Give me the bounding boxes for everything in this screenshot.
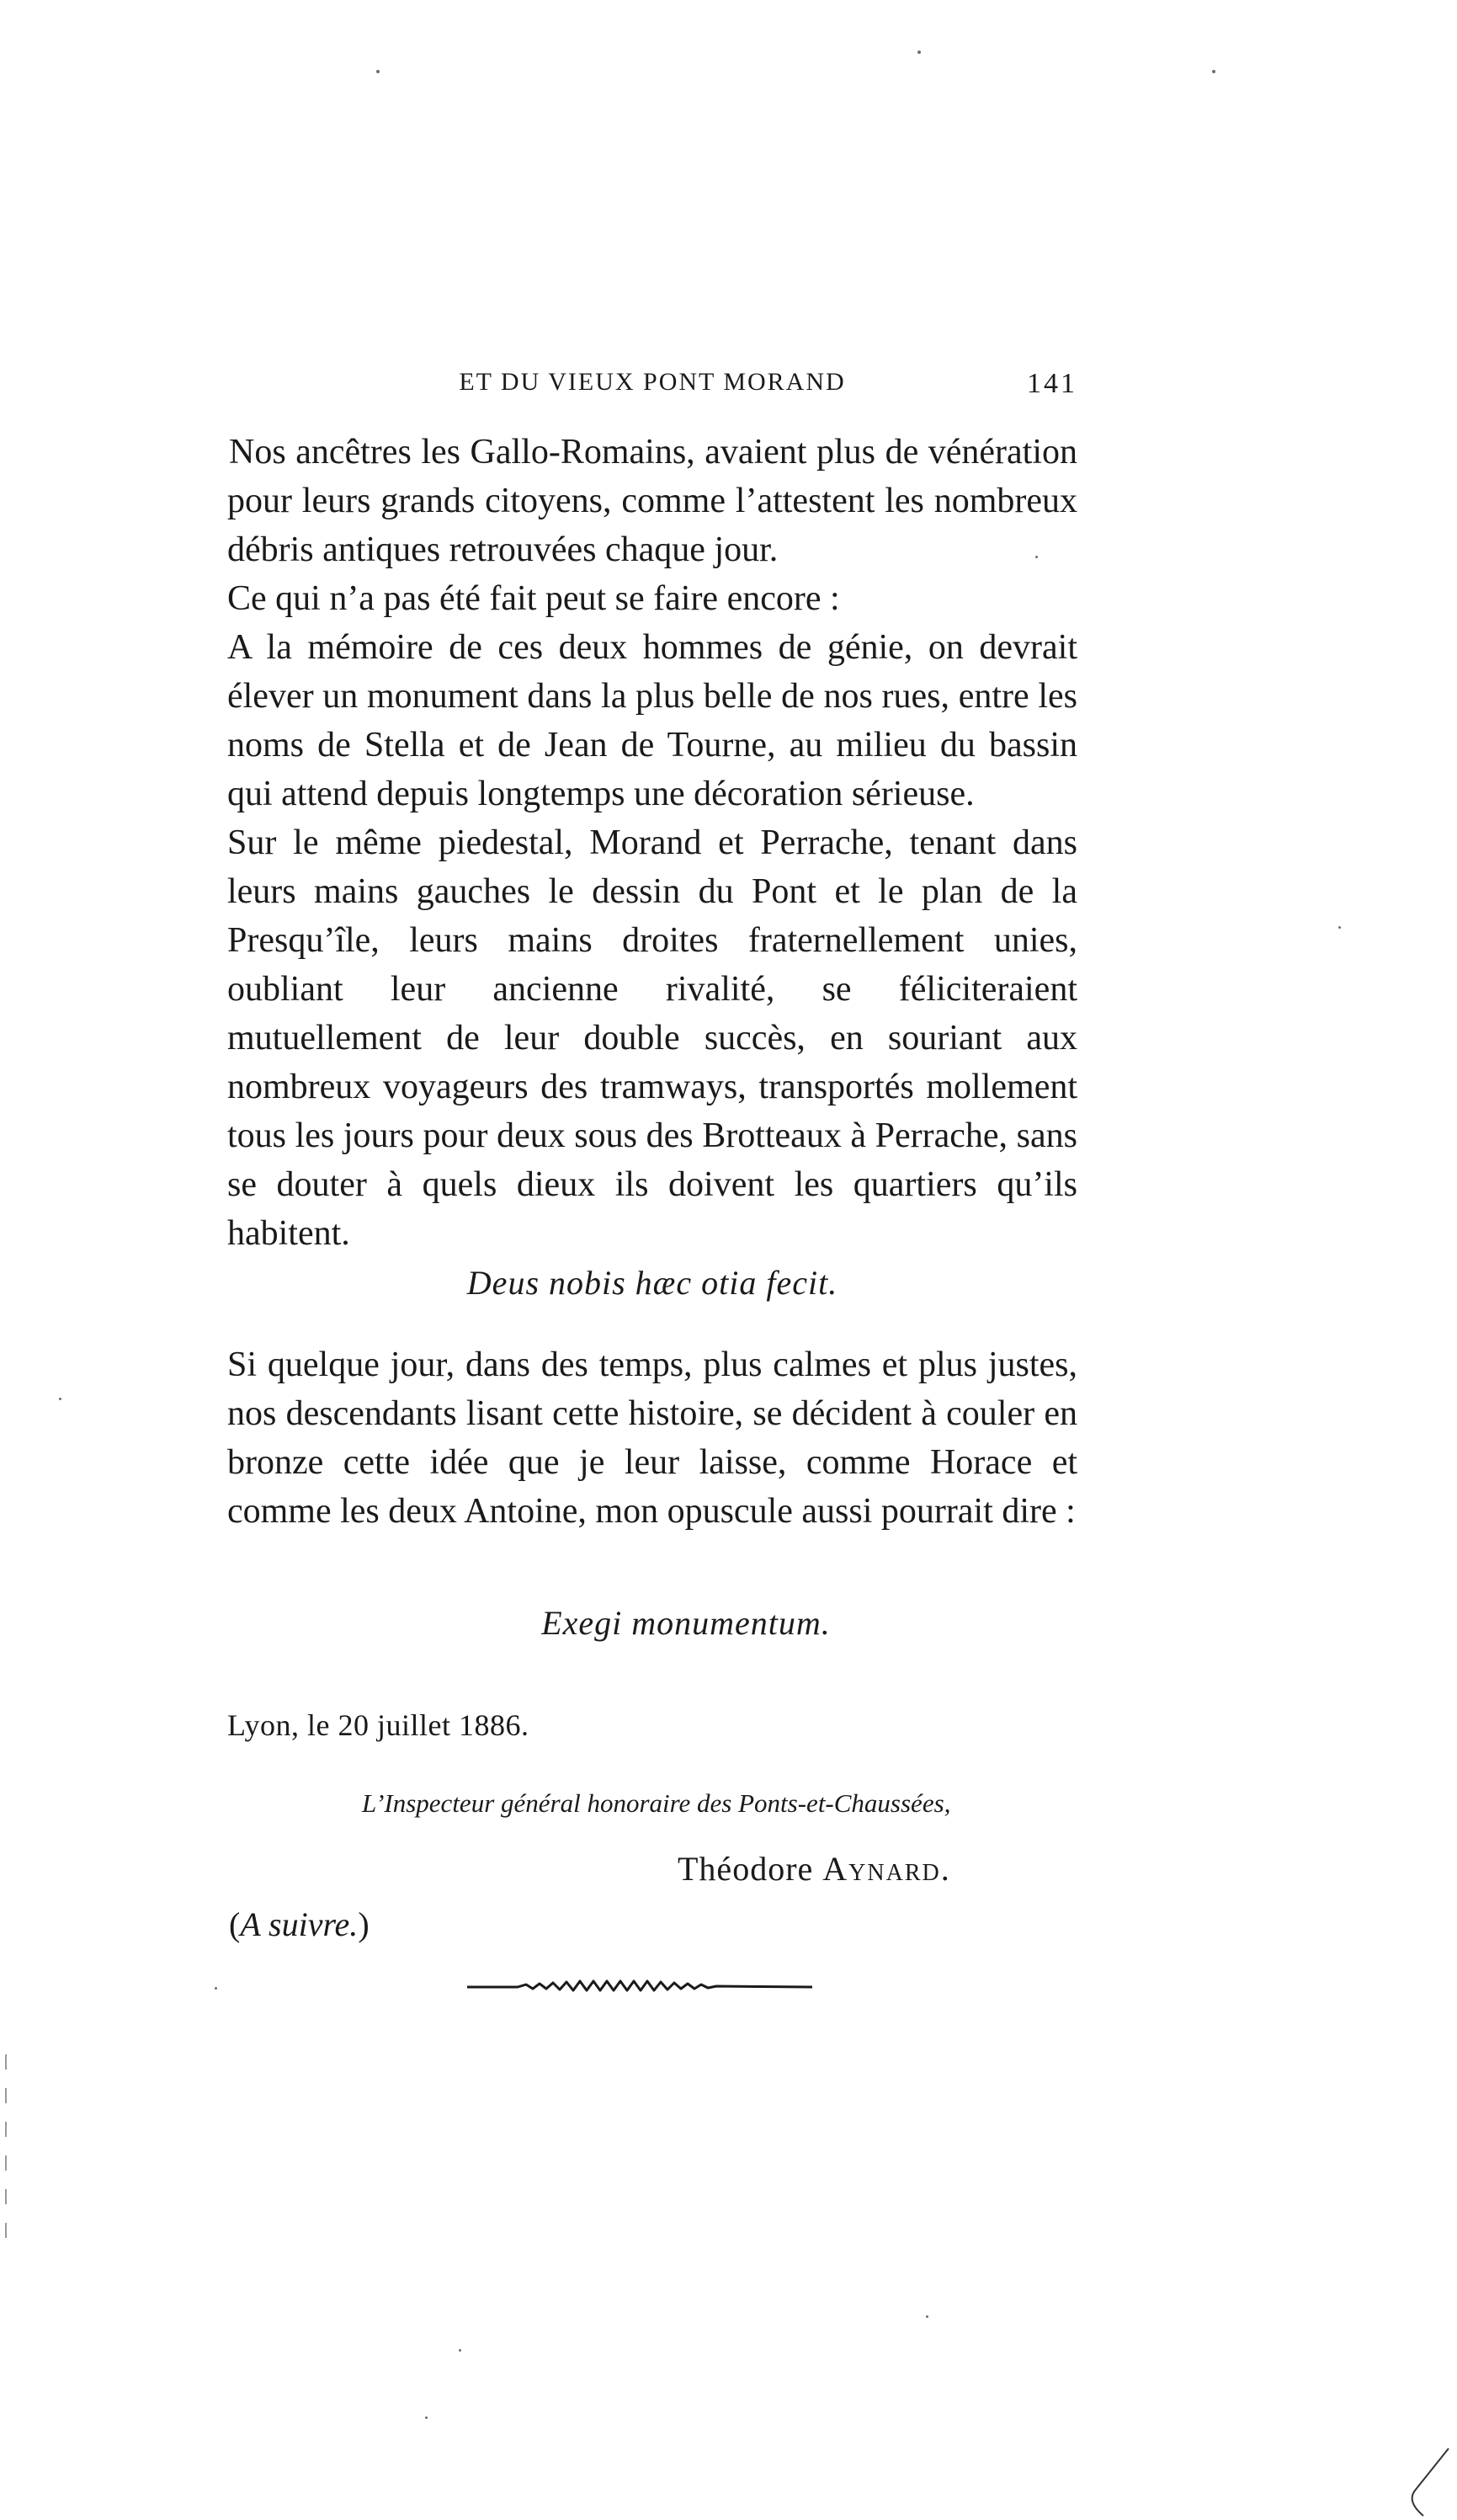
running-title: ET DU VIEUX PONT MORAND — [459, 368, 846, 396]
continuation-open-paren: ( — [229, 1905, 241, 1943]
paragraph-2: Ce qui n’a pas été fait peut se faire encore : — [227, 579, 840, 618]
running-header — [227, 368, 1077, 410]
author-first-name: Théodore — [678, 1850, 814, 1888]
body-text — [227, 428, 1077, 1258]
paragraph-4: Sur le même piedestal, Morand et Perrache, tenant dans leurs mains gauches le dessin du Pont et le plan de la Presqu’île, leurs mains droites fraternellement unies, oubliant leur ancienne rivalité, se féliciteraient mutuellement de leur double succès, en souriant aux nombreux voyageurs des tramways, transportés mollement tous les jours pour deux sous des Brotteaux à Perrache, sans se douter à quels dieux ils doivent les quartiers qu’ils habitent. — [227, 823, 1077, 1253]
paper-speck — [926, 2315, 928, 2318]
margin-mark — [5, 2189, 7, 2204]
continuation-label: A suivre. — [240, 1905, 359, 1943]
paper-speck — [917, 51, 921, 54]
paper-speck — [1035, 556, 1038, 558]
closing-text — [227, 1340, 1077, 1536]
paragraph-1: Nos ancêtres les Gallo-Romains, avaient plus de vénération pour leurs grands citoyens, comme l’attestent les nombreux débris antiques retrouvées chaque jour. — [227, 433, 1077, 569]
continuation-close-paren: ) — [358, 1905, 370, 1943]
author-name — [678, 1849, 951, 1889]
margin-mark — [5, 2054, 7, 2070]
signatory-title: L’Inspecteur général honoraire des Ponts-et-Chaussées, — [362, 1788, 951, 1818]
margin-mark — [5, 2122, 7, 2137]
margin-mark — [5, 2155, 7, 2171]
paper-speck — [376, 70, 380, 73]
closing-quote: Exegi monumentum. — [541, 1604, 831, 1642]
ornament-divider — [467, 1974, 812, 1996]
paper-speck — [459, 2349, 461, 2352]
paragraph-3: A la mémoire de ces deux hommes de génie, on devrait élever un monument dans la plus belle de nos rues, entre les noms de Stella et de Jean de Tourne, au milieu du bassin qui attend depuis longtemps une décoration sérieuse. — [227, 628, 1077, 813]
paper-speck — [215, 1987, 217, 1990]
margin-mark — [5, 2223, 7, 2238]
continuation-note — [229, 1905, 370, 1944]
dateline: Lyon, le 20 juillet 1886. — [227, 1708, 529, 1742]
paper-speck — [425, 2416, 428, 2419]
page-corner-mark — [1398, 2444, 1457, 2520]
paper-speck — [59, 1398, 61, 1400]
closing-paragraph: Si quelque jour, dans des temps, plus calmes et plus justes, nos descendants lisant cette histoire, se décident à couler en bronze cette idée que je leur laisse, comme Horace et comme les deux Antoine, mon opuscule aussi pourrait dire : — [227, 1345, 1077, 1531]
author-last-name: Aynard. — [822, 1850, 951, 1888]
page-number: 141 — [1027, 368, 1077, 399]
paper-speck — [1212, 70, 1215, 73]
latin-motto: Deus nobis hæc otia fecit. — [466, 1264, 838, 1302]
margin-mark — [5, 2088, 7, 2103]
paper-speck — [1338, 926, 1341, 929]
